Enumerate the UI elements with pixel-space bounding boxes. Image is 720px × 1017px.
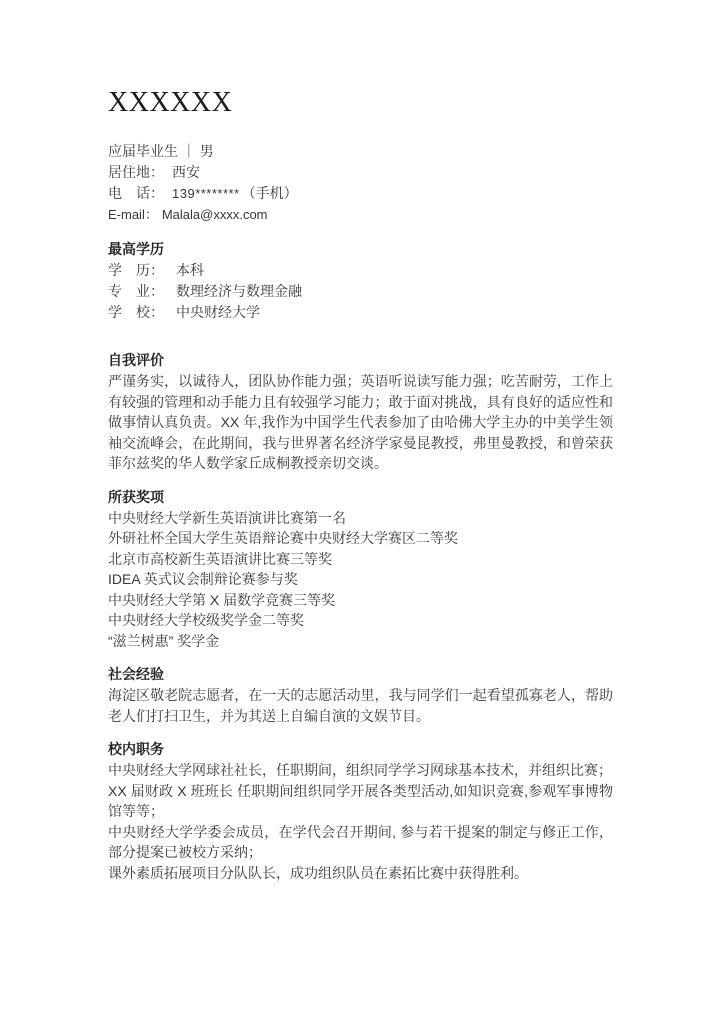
section-self-evaluation-title: 自我评价 <box>108 352 164 369</box>
campus-position-item: 中央财经大学网球社社长，任职期间，组织同学学习网球基本技术，并组织比赛； <box>108 762 612 779</box>
award-item: 中央财经大学第 X 届数学竞赛三等奖 <box>108 591 336 608</box>
section-campus-positions-title: 校内职务 <box>108 741 164 758</box>
award-item: 北京市高校新生英语演讲比赛三等奖 <box>108 550 332 567</box>
award-item: IDEA 英式议会制辩论赛参与奖 <box>108 571 298 588</box>
education-row-school <box>108 302 613 323</box>
section-awards <box>108 487 613 652</box>
major-value: 数理经济与数理金融 <box>176 283 302 300</box>
section-self-evaluation <box>108 350 613 474</box>
campus-position-item: 中央财经大学学委会成员，在学代会召开期间, 参与若干提案的制定与修正工作，部分提案已被校方采纳； <box>108 823 613 861</box>
school-value: 中央财经大学 <box>176 304 260 321</box>
campus-position-item: XX 届财政 X 班班长 任职期间组织同学开展各类型活动,如知识竞赛,参观军事博物馆等等； <box>108 782 613 820</box>
school-label: 学 校： <box>108 304 164 321</box>
candidate-name: XXXXXX <box>108 87 233 118</box>
section-education-title: 最高学历 <box>108 241 164 258</box>
degree-value: 本科 <box>176 262 204 279</box>
phone-label: 电 话： <box>108 185 164 202</box>
residence-value: 西安 <box>172 164 200 181</box>
award-item: 中央财经大学校级奖学金二等奖 <box>108 612 304 629</box>
section-social-experience-title: 社会经验 <box>108 666 164 683</box>
education-row-degree <box>108 260 613 281</box>
email-value: Malala@xxxx.com <box>161 207 268 223</box>
status-gender-line: 应届毕业生 ｜ 男 <box>108 143 214 160</box>
campus-position-item: 课外素质拓展项目分队队长，成功组织队员在素拓比赛中获得胜利。 <box>108 864 528 881</box>
email-line <box>108 204 613 226</box>
residence-label: 居住地： <box>108 164 164 181</box>
education-row-major <box>108 281 613 302</box>
section-social-experience <box>108 664 613 726</box>
social-experience-paragraph: 海淀区敬老院志愿者，在一天的志愿活动里，我与同学们一起看望孤寡老人，帮助老人们打扫卫生，并为其送上自编自演的文娱节目。 <box>108 687 613 724</box>
phone-suffix: （手机） <box>241 185 298 202</box>
section-education <box>108 239 613 323</box>
section-awards-title: 所获奖项 <box>108 488 164 505</box>
award-item: “滋兰树惠” 奖学金 <box>108 632 220 649</box>
residence-line <box>108 162 613 183</box>
phone-value: 139******** <box>172 186 240 202</box>
phone-line <box>108 183 613 204</box>
section-campus-positions <box>108 739 613 883</box>
email-label: E-mail： <box>108 207 158 223</box>
award-item: 外研社杯全国大学生英语辩论赛中央财经大学赛区二等奖 <box>108 530 458 547</box>
award-item: 中央财经大学新生英语演讲比赛第一名 <box>108 509 346 526</box>
degree-label: 学 历： <box>108 262 164 279</box>
major-label: 专 业： <box>108 283 164 300</box>
self-evaluation-paragraph: 严谨务实，以诚待人，团队协作能力强；英语听说读写能力强；吃苦耐劳，工作上有较强的管理和动手能力且有较强学习能力；敢于面对挑战，具有良好的适应性和做事情认真负责。XX 年,我作为中国学生代表参加了由哈佛大学主办的中美学生领袖交流峰会，在此期间，我与世界著名经济学家曼昆教授，弗里曼教授，和曾荣获菲尔兹奖的华人数学家丘成桐教授亲切交谈。 <box>108 373 613 472</box>
